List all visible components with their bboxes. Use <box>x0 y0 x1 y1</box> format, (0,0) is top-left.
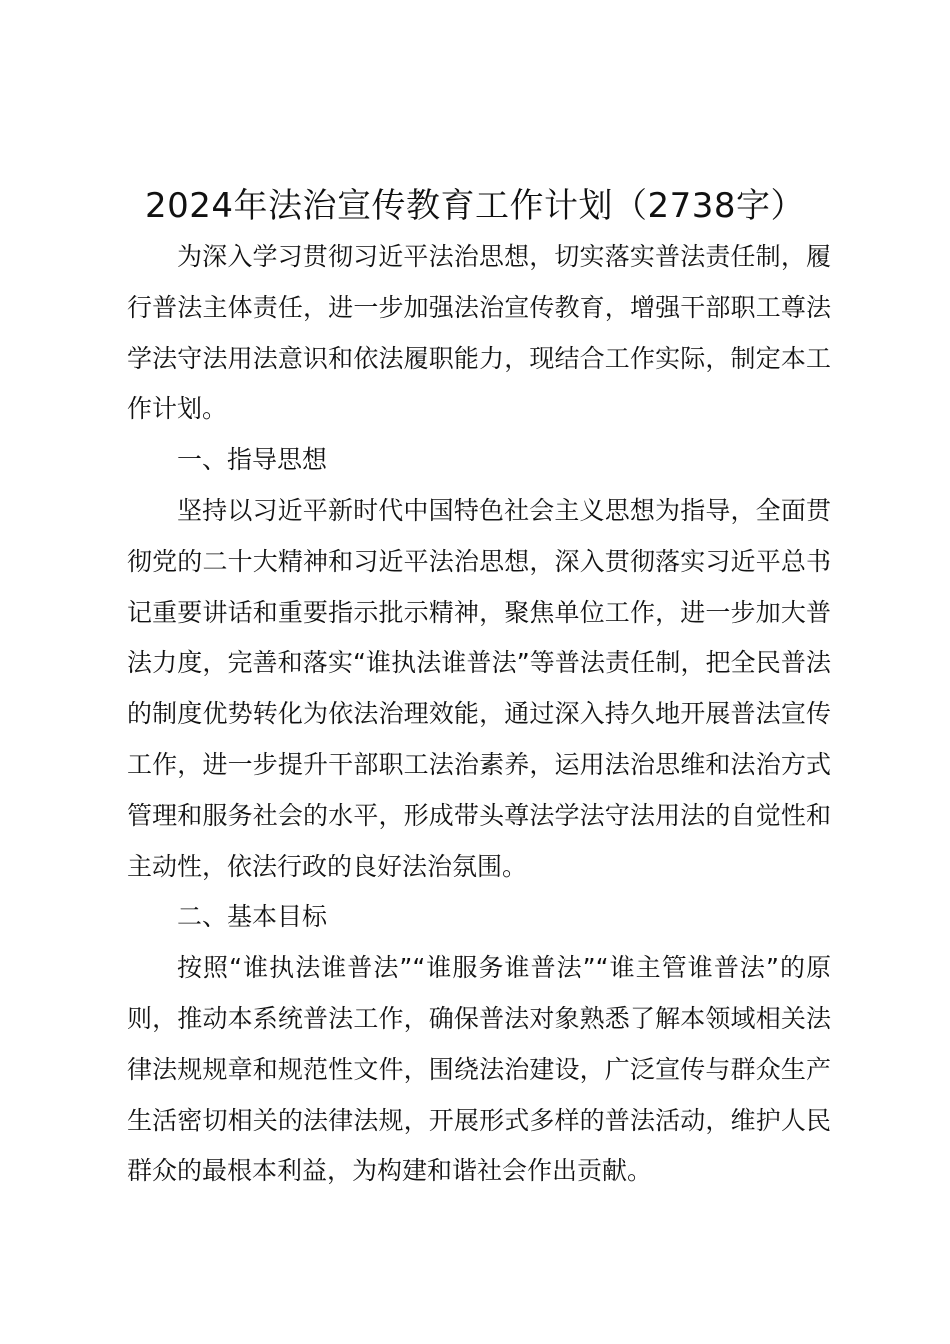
intro-paragraph: 为深入学习贯彻习近平法治思想，切实落实普法责任制，履行普法主体责任，进一步加强法治宣传教育，增强干部职工尊法学法守法用法意识和依法履职能力，现结合工作实际，制定本工作计划。 <box>127 242 831 424</box>
document-body <box>127 232 831 1197</box>
guiding-ideology-paragraph: 坚持以习近平新时代中国特色社会主义思想为指导，全面贯彻党的二十大精神和习近平法治思想，深入贯彻落实习近平总书记重要讲话和重要指示批示精神，聚焦单位工作，进一步加大普法力度，完善和落实“谁执法谁普法”等普法责任制，把全民普法的制度优势转化为依法治理效能，通过深入持久地开展普法宣传工作，进一步提升干部职工法治素养，运用法治思维和法治方式管理和服务社会的水平，形成带头尊法学法守法用法的自觉性和主动性，依法行政的良好法治氛围。 <box>127 495 831 881</box>
section-heading-basic-goals: 二、基本目标 <box>177 902 328 932</box>
section-heading-guiding-ideology: 一、指导思想 <box>177 445 328 475</box>
basic-goals-paragraph: 按照“谁执法谁普法”“谁服务谁普法”“谁主管谁普法”的原则，推动本系统普法工作，确保普法对象熟悉了解本领域相关法律法规规章和规范性文件，围绕法治建设，广泛宣传与群众生产生活密切相关的法律法规，开展形式多样的普法活动，维护人民群众的最根本利益，为构建和谐社会作出贡献。 <box>127 953 831 1186</box>
document-title: 2024年法治宣传教育工作计划（2738字） <box>144 186 806 226</box>
